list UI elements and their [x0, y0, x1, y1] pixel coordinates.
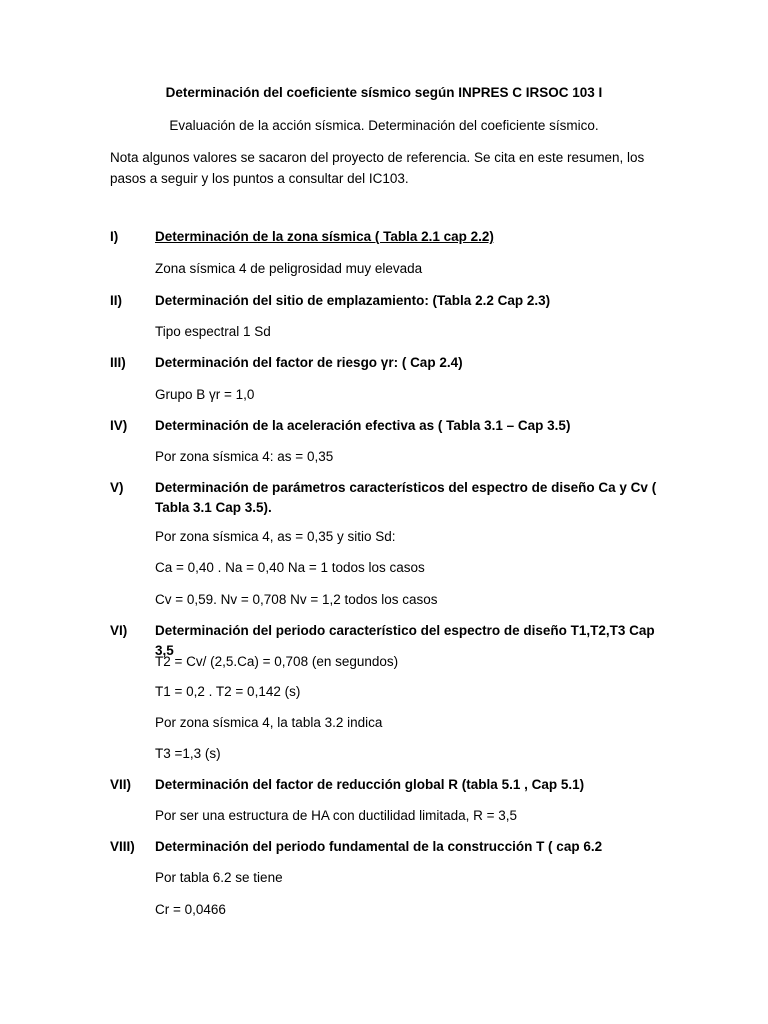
section-3-line-1: Grupo B γr = 1,0 [155, 387, 255, 402]
section-6-line-1: T2 = Cv/ (2,5.Ca) = 0,708 (en segundos) [155, 654, 399, 669]
section-2-number: II) [110, 293, 122, 308]
section-8-heading: Determinación del periodo fundamental de la construcción T ( cap 6.2 [155, 839, 603, 854]
section-1-number: I) [110, 229, 119, 244]
section-5-line-2: Ca = 0,40 . Na = 0,40 Na = 1 todos los casos [155, 560, 425, 575]
section-7-line-1: Por ser una estructura de HA con ductilidad limitada, R = 3,5 [155, 808, 518, 823]
section-5-heading: Determinación de parámetros característicos del espectro de diseño Ca y Cv ( Tabla 3.1 Cap 3.5). [155, 480, 657, 515]
document-title: Determinación del coeficiente sísmico según INPRES C IRSOC 103 I [165, 85, 603, 100]
intro-note: Nota algunos valores se sacaron del proyecto de referencia. Se cita en este resumen, los pasos a seguir y los puntos a consultar del IC103. [110, 150, 645, 186]
section-2-heading: Determinación del sitio de emplazamiento: (Tabla 2.2 Cap 2.3) [155, 293, 551, 308]
section-1-heading: Determinación de la zona sísmica ( Tabla 2.1 cap 2.2) [155, 229, 494, 244]
section-6-line-2: T1 = 0,2 . T2 = 0,142 (s) [155, 684, 301, 699]
section-8-line-2: Cr = 0,0466 [155, 902, 226, 917]
section-6-number: VI) [110, 623, 128, 638]
section-7-heading: Determinación del factor de reducción global R (tabla 5.1 , Cap 5.1) [155, 777, 585, 792]
section-8-line-1: Por tabla 6.2 se tiene [155, 870, 283, 885]
section-5-line-3: Cv = 0,59. Nv = 0,708 Nv = 1,2 todos los casos [155, 592, 438, 607]
section-6-line-4: T3 =1,3 (s) [155, 746, 221, 761]
section-4-number: IV) [110, 418, 128, 433]
section-4-heading: Determinación de la aceleración efectiva as ( Tabla 3.1 – Cap 3.5) [155, 418, 571, 433]
section-2-line-1: Tipo espectral 1 Sd [155, 324, 271, 339]
section-5-line-1: Por zona sísmica 4, as = 0,35 y sitio Sd: [155, 529, 396, 544]
section-3-number: III) [110, 355, 126, 370]
section-6-heading: Determinación del periodo característico del espectro de diseño T1,T2,T3 Cap 3,5 [155, 623, 655, 658]
section-3-heading: Determinación del factor de riesgo γr: ( Cap 2.4) [155, 355, 463, 370]
section-6-line-3: Por zona sísmica 4, la tabla 3.2 indica [155, 715, 383, 730]
section-7-number: VII) [110, 777, 132, 792]
section-4-line-1: Por zona sísmica 4: as = 0,35 [155, 449, 334, 464]
section-5-number: V) [110, 480, 124, 495]
document-subtitle: Evaluación de la acción sísmica. Determinación del coeficiente sísmico. [169, 118, 599, 133]
section-1-line-1: Zona sísmica 4 de peligrosidad muy elevada [155, 261, 423, 276]
section-8-number: VIII) [110, 839, 135, 854]
